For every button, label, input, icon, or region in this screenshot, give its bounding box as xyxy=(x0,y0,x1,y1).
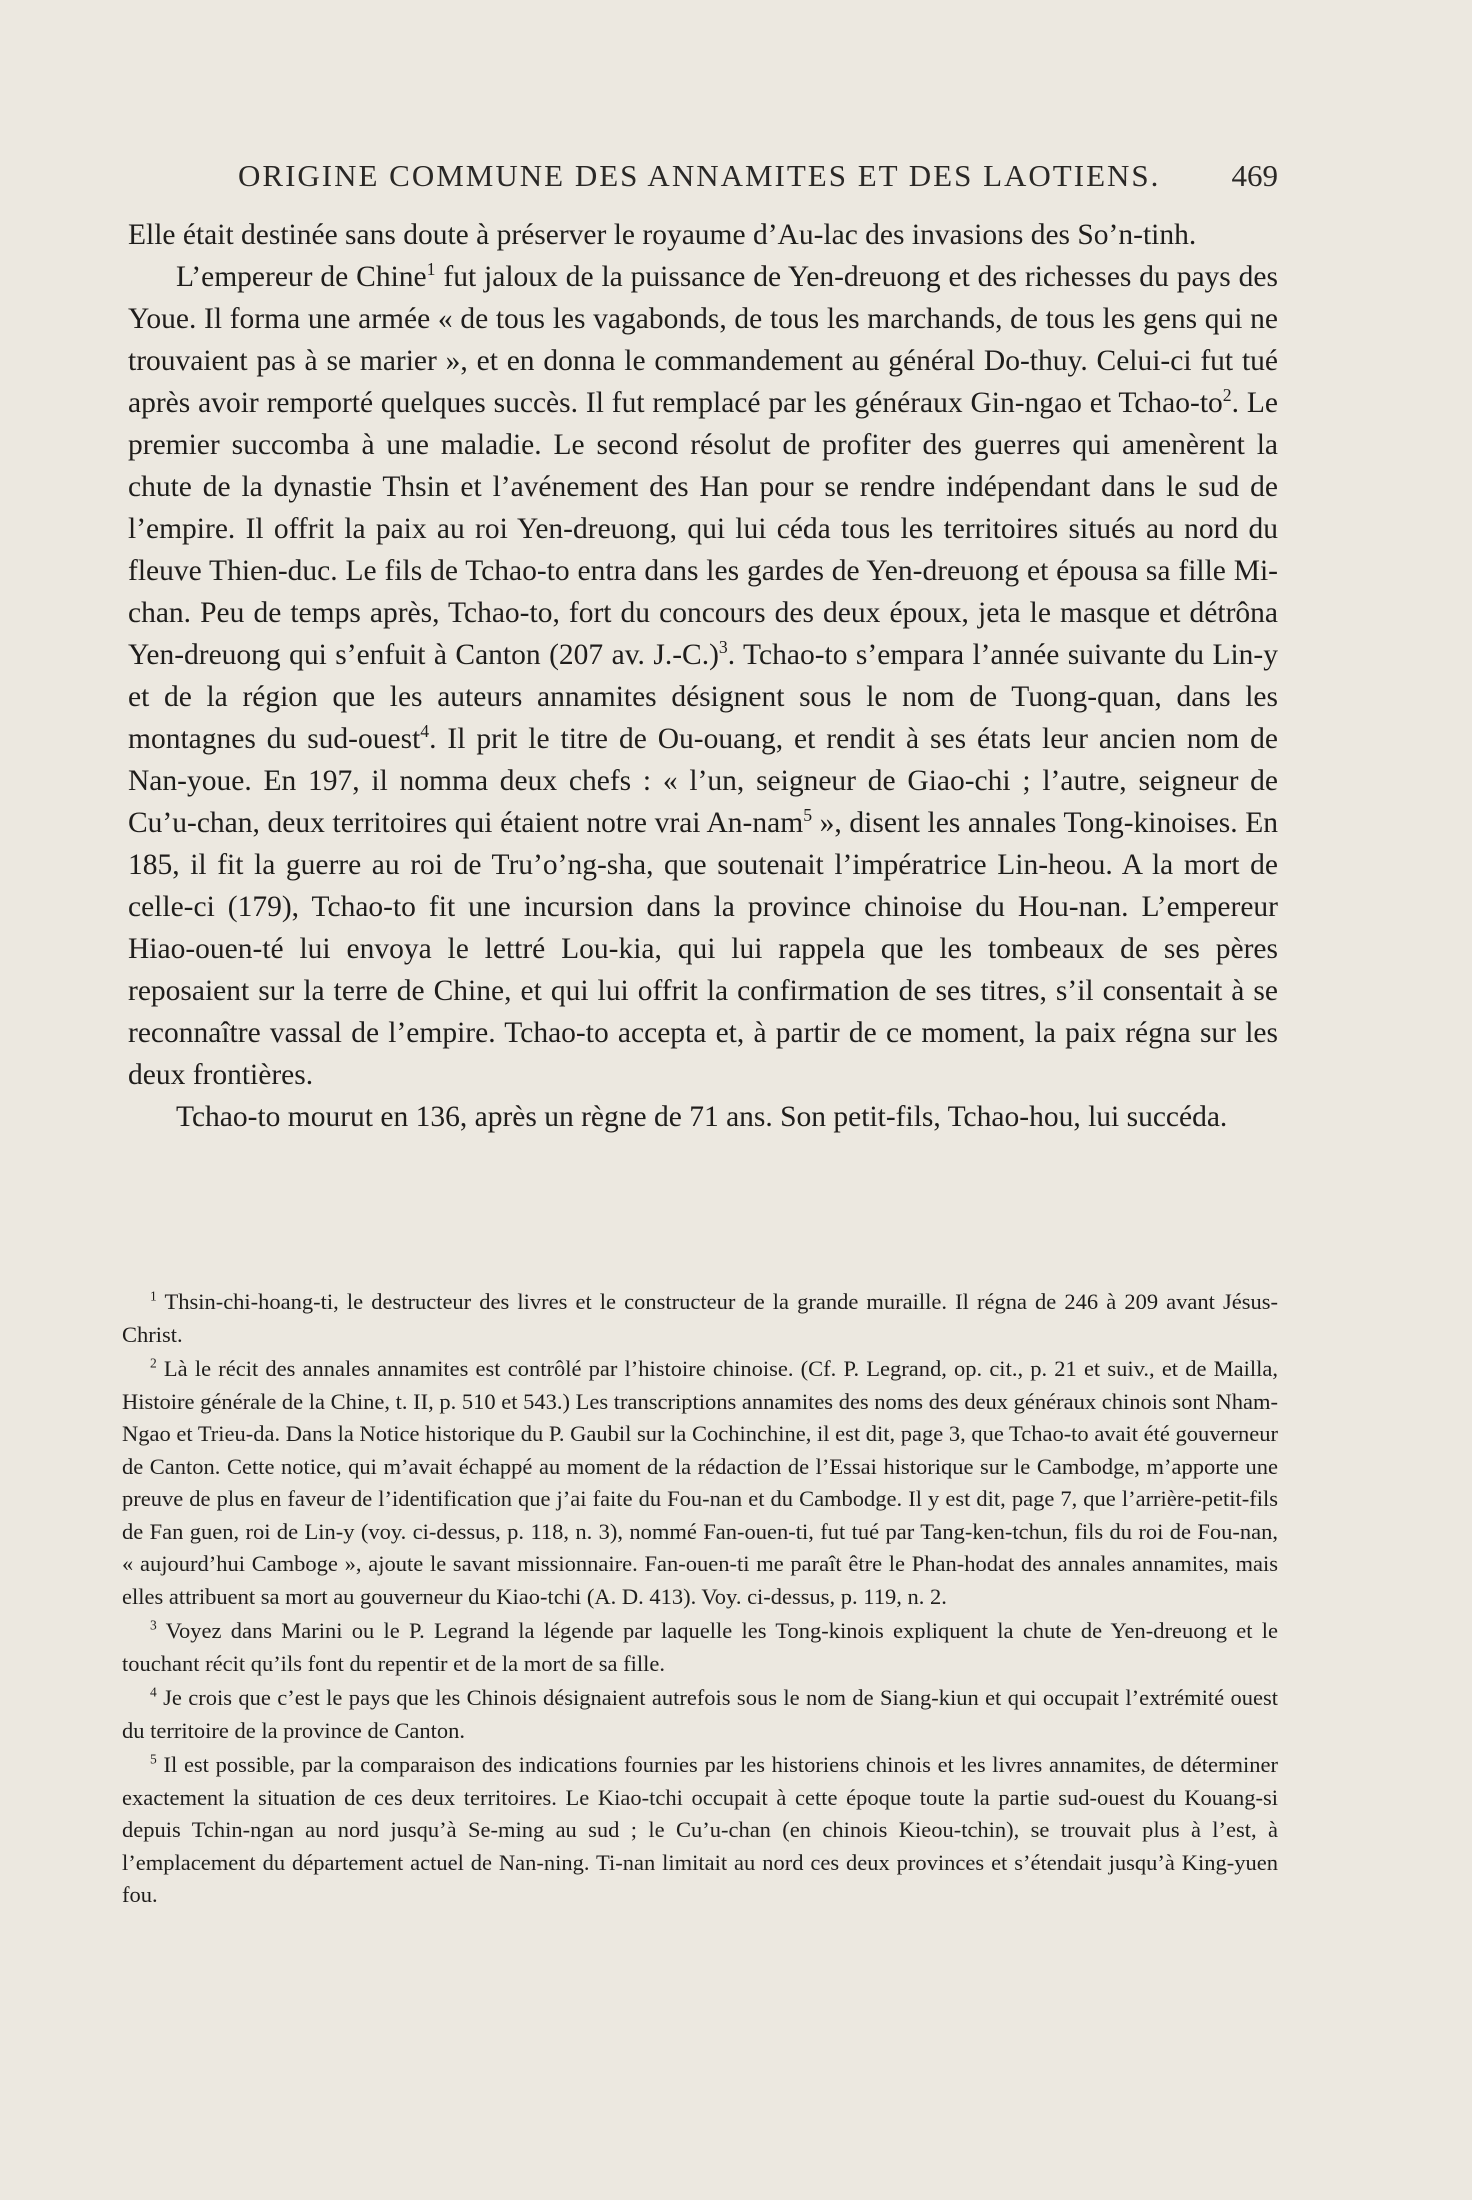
footnote-3 xyxy=(122,1615,1278,1680)
paragraph-2-segment-5: . Il prit le titre de Ou-ouang, et rendit à ses états leur ancien nom de Nan-youe. En 197, il nomma deux chefs : « l’un, seigneur de Giao-chi ; l’autre, seigneur de Cu’u-chan, deux territoires qui étaient notre vrai An-nam xyxy=(128,723,1278,839)
footnote-text: Il est possible, par la comparaison des indications fournies par les historiens chinois et les livres annamites, de déterminer exactement la situation de ces deux territoires. Le Kiao-tchi occupait à cette époque toute la partie sud-ouest du Kouang-si depuis Tchin-ngan au nord jusqu’à Se-ming au sud ; le Cu’u-chan (en chinois Kieou-tchin), se trouvait plus à l’est, à l’emplacement du département actuel de Nan-ning. Ti-nan limitait au nord ces deux provinces et s’étendait jusqu’à King-yuen fou. xyxy=(122,1752,1278,1907)
footnote-5 xyxy=(122,1749,1278,1912)
footnote-number: 4 xyxy=(150,1684,157,1700)
paragraph-2-segment-1: L’empereur de Chine xyxy=(176,261,427,293)
footnote-number: 3 xyxy=(150,1617,157,1633)
footnotes xyxy=(122,1286,1278,1914)
footnote-text: Voyez dans Marini ou le P. Legrand la légende par laquelle les Tong-kinois expliquent la chute de Yen-dreuong et le touchant récit qu’ils font du repentir et de la mort de sa fille. xyxy=(122,1618,1278,1676)
footnote-ref-3: 3 xyxy=(718,637,728,658)
footnote-text: Je crois que c’est le pays que les Chinois désignaient autrefois sous le nom de Siang-kiun et qui occupait l’extrémité ouest du territoire de la province de Canton. xyxy=(122,1685,1278,1743)
paragraph-2-segment-6: », disent les annales Tong-kinoises. En 185, il fit la guerre au roi de Tru’o’ng-sha, que soutenait l’impératrice Lin-heou. A la mort de celle-ci (179), Tchao-to fit une incursion dans la province chinoise du Hou-nan. L’empereur Hiao-ouen-té lui envoya le lettré Lou-kia, qui lui rappela que les tombeaux de ses pères reposaient sur la terre de Chine, et qui lui offrit la confirmation de ses titres, s’il consentait à se reconnaître vassal de l’empire. Tchao-to accepta et, à partir de ce moment, la paix régna sur les deux frontières. xyxy=(128,807,1278,1091)
footnote-number: 1 xyxy=(150,1288,157,1304)
page-number: 469 xyxy=(1231,158,1278,193)
footnote-number: 2 xyxy=(150,1355,157,1371)
footnote-text: Thsin-chi-hoang-ti, le destructeur des livres et le constructeur de la grande muraille. Il régna de 246 à 209 avant Jésus-Christ. xyxy=(122,1289,1278,1347)
paragraph-2-segment-3: . Le premier succomba à une maladie. Le second résolut de profiter des guerres qui amenèrent la chute de la dynastie Thsin et l’avénement des Han pour se rendre indépendant dans le sud de l’empire. Il offrit la paix au roi Yen-dreuong, qui lui céda tous les territoires situés au nord du fleuve Thien-duc. Le fils de Tchao-to entra dans les gardes de Yen-dreuong et épousa sa fille Mi-chan. Peu de temps après, Tchao-to, fort du concours des deux époux, jeta le masque et détrôna Yen-dreuong qui s’enfuit à Canton (207 av. J.-C.) xyxy=(128,387,1278,671)
footnote-4 xyxy=(122,1682,1278,1747)
main-text xyxy=(128,214,1278,1138)
paragraph-1: Elle était destinée sans doute à préserver le royaume d’Au-lac des invasions des So’n-tinh. xyxy=(128,219,1197,251)
footnote-number: 5 xyxy=(150,1751,157,1767)
footnote-ref-1: 1 xyxy=(426,259,436,280)
footnote-ref-2: 2 xyxy=(1222,385,1232,406)
footnote-2 xyxy=(122,1353,1278,1613)
paragraph-2 xyxy=(128,256,1278,1096)
footnote-1 xyxy=(122,1286,1278,1351)
footnote-ref-5: 5 xyxy=(803,805,813,826)
footnote-text: Là le récit des annales annamites est contrôlé par l’histoire chinoise. (Cf. P. Legrand, op. cit., p. 21 et suiv., et de Mailla, Histoire générale de la Chine, t. II, p. 510 et 543.) Les transcriptions annamites des noms des deux généraux chinois sont Nham-Ngao et Trieu-da. Dans la Notice historique du P. Gaubil sur la Cochinchine, il est dit, page 3, que Tchao-to avait été gouverneur de Canton. Cette notice, qui m’avait échappé au moment de la rédaction de l’Essai historique sur le Cambodge, m’apporte une preuve de plus en faveur de l’identification que j’ai faite du Fou-nan et du Cambodge. Il y est dit, page 7, que l’arrière-petit-fils de Fan guen, roi de Lin-y (voy. ci-dessus, p. 118, n. 3), nommé Fan-ouen-ti, fut tué par Tang-ken-tchun, fils du roi de Fou-nan, « aujourd’hui Camboge », ajoute le savant missionnaire. Fan-ouen-ti me paraît être le Phan-hodat des annales annamites, mais elles attribuent sa mort au gouverneur du Kiao-tchi (A. D. 413). Voy. ci-dessus, p. 119, n. 2. xyxy=(122,1356,1278,1609)
footnote-ref-4: 4 xyxy=(420,721,430,742)
page-header xyxy=(238,158,1278,198)
paragraph-2-segment-2: fut jaloux de la puissance de Yen-dreuong et des richesses du pays des Youe. Il forma une armée « de tous les vagabonds, de tous les marchands, de tous les gens qui ne trouvaient pas à se marier », et en donna le commandement au général Do-thuy. Celui-ci fut tué après avoir remporté quelques succès. Il fut remplacé par les généraux Gin-ngao et Tchao-to xyxy=(128,261,1278,419)
paragraph-3: Tchao-to mourut en 136, après un règne de 71 ans. Son petit-fils, Tchao-hou, lui succéda. xyxy=(176,1101,1228,1133)
running-title: ORIGINE COMMUNE DES ANNAMITES ET DES LAOTIENS. xyxy=(238,158,1161,193)
paragraph-2-segment-4: . Tchao-to s’empara l’année suivante du Lin-y et de la région que les auteurs annamites désignent sous le nom de Tuong-quan, dans les montagnes du sud-ouest xyxy=(128,639,1278,755)
